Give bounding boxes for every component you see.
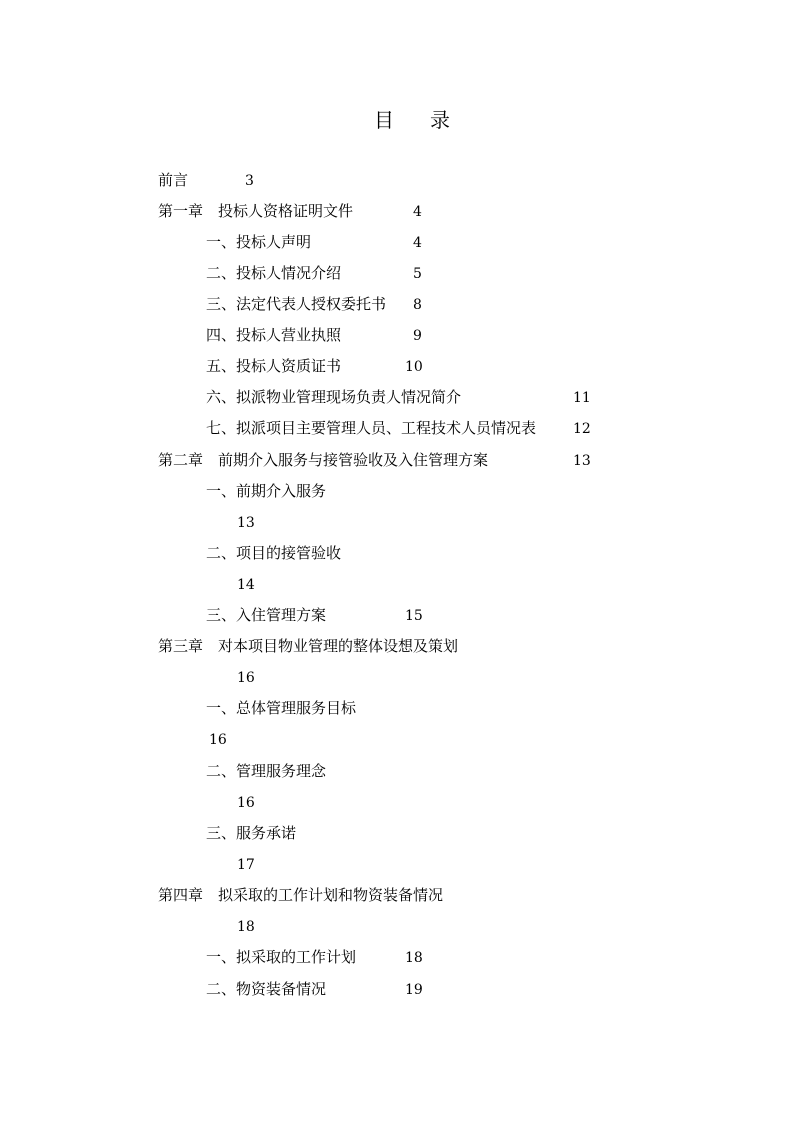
toc-entry-section[interactable] — [206, 947, 356, 967]
toc-entry-text: 一、前期介入服务 — [206, 482, 327, 500]
toc-entry-text: 四、投标人营业执照 — [206, 326, 342, 344]
toc-entry-section[interactable] — [206, 605, 326, 625]
toc-entry-text: 第四章 拟采取的工作计划和物资装备情况 — [158, 886, 444, 904]
toc-page-number: 16 — [237, 795, 255, 811]
toc-page-number: 8 — [413, 297, 422, 313]
page-title — [374, 104, 450, 133]
toc-entry-text: 六、拟派物业管理现场负责人情况简介 — [206, 388, 462, 406]
toc-entry-preface[interactable] — [158, 170, 188, 190]
toc-page-number: 19 — [405, 982, 423, 998]
toc-entry-section[interactable] — [206, 979, 326, 999]
toc-entry-section[interactable] — [206, 761, 326, 781]
toc-page-number: 18 — [237, 919, 255, 935]
toc-entry-section[interactable] — [206, 823, 296, 843]
toc-page-number: 13 — [237, 515, 255, 531]
toc-entry-text: 第二章 前期介入服务与接管验收及入住管理方案 — [158, 451, 489, 469]
toc-page-number: 15 — [405, 608, 423, 624]
toc-page-number: 16 — [237, 670, 255, 686]
toc-entry-text: 二、投标人情况介绍 — [206, 264, 342, 282]
toc-page-number: 9 — [413, 328, 422, 344]
toc-entry-section[interactable] — [206, 232, 311, 252]
toc-entry-text: 一、拟采取的工作计划 — [206, 948, 357, 966]
toc-page-number: 10 — [405, 359, 423, 375]
toc-page-number: 12 — [573, 421, 591, 437]
toc-entry-chapter-2[interactable] — [158, 450, 488, 470]
toc-entry-section[interactable] — [206, 356, 341, 376]
toc-page-number: 11 — [573, 390, 591, 406]
toc-entry-text: 前言 — [158, 171, 189, 189]
toc-entry-chapter-1[interactable] — [158, 201, 353, 221]
toc-entry-chapter-4[interactable] — [158, 885, 443, 905]
toc-page-number: 16 — [209, 732, 227, 748]
toc-page-number: 13 — [573, 453, 591, 469]
toc-entry-section[interactable] — [206, 263, 341, 283]
toc-entry-text: 三、入住管理方案 — [206, 606, 327, 624]
title-char-1: 目 — [374, 108, 394, 132]
toc-page-number: 14 — [237, 577, 255, 593]
toc-page-number: 18 — [405, 950, 423, 966]
toc-entry-text: 二、项目的接管验收 — [206, 544, 342, 562]
toc-entry-text: 三、服务承诺 — [206, 824, 297, 842]
toc-page-number: 5 — [413, 266, 422, 282]
toc-entry-section[interactable] — [206, 418, 536, 438]
toc-entry-section[interactable] — [206, 481, 326, 501]
title-char-2: 录 — [430, 108, 450, 132]
toc-entry-text: 三、法定代表人授权委托书 — [206, 295, 387, 313]
toc-entry-chapter-3[interactable] — [158, 636, 458, 656]
toc-entry-text: 七、拟派项目主要管理人员、工程技术人员情况表 — [206, 419, 537, 437]
toc-page-number: 4 — [413, 235, 422, 251]
toc-entry-section[interactable] — [206, 325, 341, 345]
toc-page-number: 3 — [245, 173, 254, 189]
toc-page-number: 4 — [413, 204, 422, 220]
toc-entry-section[interactable] — [206, 698, 356, 718]
toc-entry-text: 二、管理服务理念 — [206, 762, 327, 780]
toc-entry-section[interactable] — [206, 387, 461, 407]
toc-entry-text: 五、投标人资质证书 — [206, 357, 342, 375]
toc-entry-text: 一、投标人声明 — [206, 233, 312, 251]
toc-entry-text: 一、总体管理服务目标 — [206, 699, 357, 717]
toc-entry-text: 第三章 对本项目物业管理的整体设想及策划 — [158, 637, 459, 655]
toc-entry-text: 二、物资装备情况 — [206, 980, 327, 998]
toc-entry-section[interactable] — [206, 294, 386, 314]
toc-page-number: 17 — [237, 857, 255, 873]
toc-entry-text: 第一章 投标人资格证明文件 — [158, 202, 354, 220]
toc-entry-section[interactable] — [206, 543, 341, 563]
